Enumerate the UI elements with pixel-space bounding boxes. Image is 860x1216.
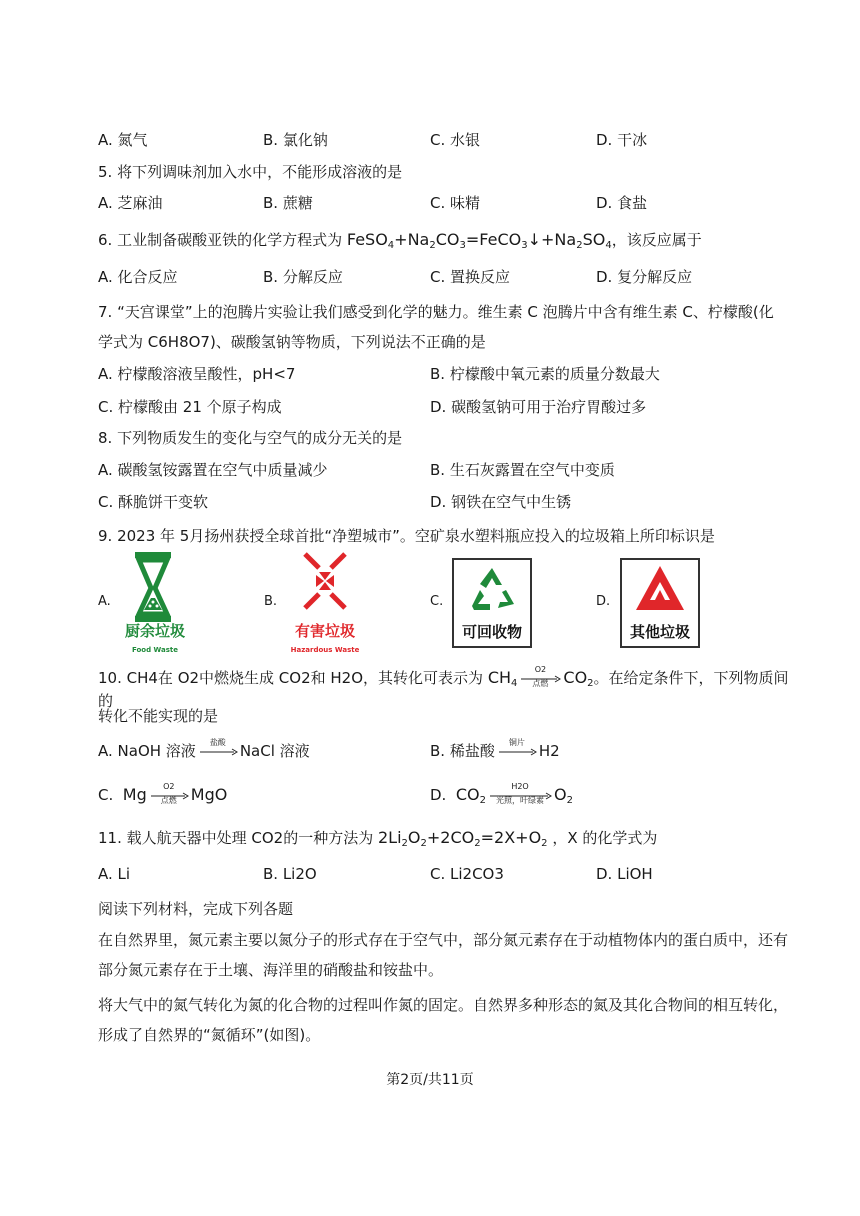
q6-prefix: 6. 工业制备碳酸亚铁的化学方程式为: [98, 231, 343, 249]
q10-option-c-bottom: 点燃: [160, 795, 177, 805]
q11-options: [98, 863, 790, 885]
q10-main-arrow: [519, 664, 561, 690]
q4-option-b: B. 氯化钠: [263, 131, 328, 149]
q6-stem: [98, 229, 798, 251]
q8-options-row2: [98, 491, 790, 513]
q8-options-row1: [98, 459, 790, 481]
other-waste-bin: [620, 558, 700, 648]
q10-option-b-arrow: [497, 737, 537, 763]
q9-label-c: C.: [430, 594, 444, 609]
food-waste-bin: [113, 550, 213, 660]
q10-option-c: [98, 781, 228, 807]
q10-option-a-from: A. NaOH 溶液: [98, 742, 196, 760]
q6-options: [98, 266, 790, 288]
food-waste-subtitle: Food Waste: [131, 646, 179, 654]
q10-option-c-top: O2: [163, 781, 175, 791]
q9-label-d: D.: [596, 594, 611, 609]
q4-option-c: C. 水银: [430, 131, 481, 149]
q10-suffix: 。在给定条件下，下列物质间的: [98, 669, 789, 710]
q9-stem: 9. 2023 年 5月扬州获授全球首批“净塑城市”。空矿泉水塑料瓶应投入的垃圾箱上所印标识是: [98, 527, 715, 545]
q7-line2: 学式为 C6H8O7)、碳酸氢钠等物质，下列说法不正确的是: [98, 333, 486, 351]
q10-option-b-to: H2: [538, 742, 560, 760]
reading-p1-line1: 在自然界里，氮元素主要以氮分子的形式存在于空气中，部分氮元素存在于动植物体内的蛋白质中，还有: [98, 931, 789, 949]
q11-option-d: D. LiOH: [596, 865, 653, 883]
q7-option-a: A. 柠檬酸溶液呈酸性，pH<7: [98, 365, 296, 383]
q10-options-row1: [98, 737, 790, 762]
q11-stem: [98, 827, 798, 849]
recyclable-bin: [452, 558, 532, 648]
food-waste-title: 厨余垃圾: [124, 622, 185, 640]
q9-label-b: B.: [264, 594, 278, 609]
hazardous-waste-bin: [283, 550, 383, 660]
hazardous-waste-icon: [283, 550, 383, 620]
q5-option-b: B. 蔗糖: [263, 194, 313, 212]
hazardous-waste-title: 有害垃圾: [294, 622, 355, 640]
q10-option-d: [430, 781, 573, 807]
q6-suffix: ，该反应属于: [611, 231, 702, 249]
q7-option-d: D. 碳酸氢钠可用于治疗胃酸过多: [430, 398, 647, 416]
q8-option-c: C. 酥脆饼干变软: [98, 493, 209, 511]
q7-option-c: C. 柠檬酸由 21 个原子构成: [98, 398, 282, 416]
q10-option-b-from: B. 稀盐酸: [430, 742, 495, 760]
q6-option-a: A. 化合反应: [98, 268, 178, 286]
q10-line2: 转化不能实现的是: [98, 707, 219, 725]
q11-option-a: A. Li: [98, 865, 131, 883]
q8-option-d: D. 钢铁在空气中生锈: [430, 493, 572, 511]
reading-p1-line2: 部分氮元素存在于土壤、海洋里的硝酸盐和铵盐中。: [98, 961, 444, 979]
q5-option-a: A. 芝麻油: [98, 194, 163, 212]
q11-equation: $2Li_2O_2+2CO_2=2X+O_2$: [378, 828, 548, 849]
q4-options: [98, 129, 790, 151]
q10-option-d-top: H2O: [511, 781, 529, 791]
q8-option-a: A. 碳酸氢铵露置在空气中质量减少: [98, 461, 328, 479]
q10-option-d-label: D.: [430, 786, 447, 804]
q10-option-a-arrow: [198, 737, 238, 763]
q11-suffix: ，X 的化学式为: [552, 829, 658, 847]
q10-option-c-to: MgO: [190, 785, 228, 804]
q10-option-c-arrow: [149, 781, 189, 807]
recycle-icon: [454, 560, 530, 620]
q5-option-d: D. 食盐: [596, 194, 648, 212]
food-waste-icon: [113, 550, 213, 630]
q6-option-d: D. 复分解反应: [596, 268, 693, 286]
q6-equation: $FeSO_4+Na_2CO_3=FeCO_3↓+Na_2SO_4$: [346, 230, 612, 251]
q10-option-c-from: Mg: [122, 785, 147, 804]
q5-stem: 5. 将下列调味剂加入水中，不能形成溶液的是: [98, 163, 403, 181]
q7-options-row1: [98, 363, 790, 385]
q10-options-row2: [98, 781, 790, 806]
q11-option-c: C. Li2CO3: [430, 865, 504, 883]
q4-option-d: D. 干冰: [596, 131, 648, 149]
q10-ch4: $CH_4$: [487, 668, 518, 689]
hazardous-waste-subtitle: Hazardous Waste: [290, 646, 360, 654]
other-waste-title: 其他垃圾: [629, 623, 690, 641]
q6-option-b: B. 分解反应: [263, 268, 343, 286]
q6-option-c: C. 置换反应: [430, 268, 511, 286]
reading-p2-line2: 形成了自然界的“氮循环”(如图)。: [98, 1026, 321, 1044]
q9-label-a: A.: [98, 594, 111, 609]
q11-prefix: 11. 载人航天器中处理 CO2的一种方法为: [98, 829, 374, 847]
q4-option-a: A. 氮气: [98, 131, 148, 149]
q8-option-b: B. 生石灰露置在空气中变质: [430, 461, 615, 479]
q10-option-d-to: $O_2$: [554, 785, 573, 806]
q10-option-b-cond: 铜片: [508, 737, 525, 747]
q10-option-b: [430, 737, 560, 763]
q11-option-b: B. Li2O: [263, 865, 317, 883]
q10-option-a-to: NaCl 溶液: [239, 742, 310, 760]
q10-option-d-from: $CO_2$: [455, 785, 487, 806]
reading-intro: 阅读下列材料，完成下列各题: [98, 900, 294, 918]
q5-options: [98, 192, 790, 214]
q10-main-arrow-top: O2: [534, 664, 547, 674]
reading-p2-line1: 将大气中的氮气转化为氮的化合物的过程叫作氮的固定。自然界多种形态的氮及其化合物间的相互转化，: [98, 996, 789, 1014]
q5-option-c: C. 味精: [430, 194, 481, 212]
q10-co2: $CO_2$: [563, 668, 594, 689]
q10-option-a-cond: 盐酸: [209, 737, 226, 747]
other-waste-icon: [622, 560, 698, 620]
recyclable-title: 可回收物: [461, 623, 522, 641]
q10-prefix: 10. CH4在 O2中燃烧生成 CO2和 H2O，其转化可表示为: [98, 669, 484, 687]
page-number: 第2页/共11页: [386, 1072, 474, 1088]
q8-stem: 8. 下列物质发生的变化与空气的成分无关的是: [98, 429, 403, 447]
q10-option-d-bottom: 光照，叶绿素: [496, 795, 545, 805]
q7-options-row2: [98, 396, 790, 418]
q7-line1: 7. “天宫课堂”上的泡腾片实验让我们感受到化学的魅力。维生素 C 泡腾片中含有维生素 C、柠檬酸(化: [98, 303, 774, 321]
q7-option-b: B. 柠檬酸中氧元素的质量分数最大: [430, 365, 660, 383]
q10-option-d-arrow: [488, 781, 552, 807]
q10-option-c-label: C.: [98, 786, 114, 804]
q10-option-a: [98, 737, 310, 763]
q10-main-arrow-bottom: 点燃: [532, 678, 549, 688]
